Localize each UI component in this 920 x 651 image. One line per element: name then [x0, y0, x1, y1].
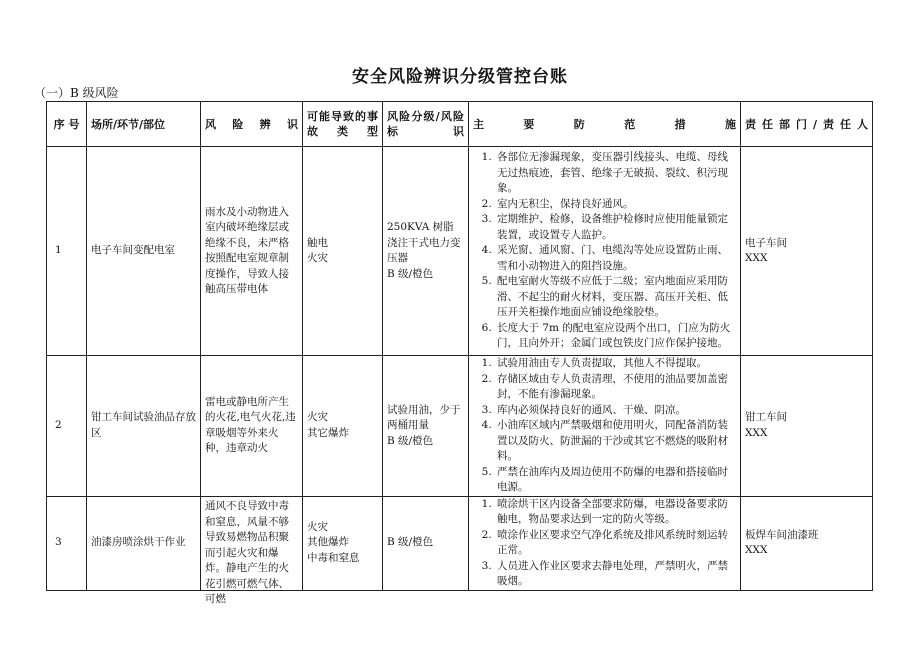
measure-item: 4. 采光窗、通风窗、门、电缆沟等处应设置防止雨、雪和小动物进入的阻挡设施。	[495, 243, 736, 274]
row-measures	[469, 356, 741, 497]
row-level: 250KVA 树脂浇注干式电力变压器 B 级/橙色	[383, 147, 469, 356]
table-row	[47, 496, 873, 590]
header-accident: 可能导致的事故类型	[303, 102, 383, 147]
table-header-row	[47, 102, 873, 147]
measure-item: 6. 长度大于 7m 的配电室应设两个出口，门应为防火门，且向外开；金属门或包铁皮门应作保护接地。	[495, 321, 736, 352]
row-risk-text: 通风不良导致中毒和窒息，风量不够导致易燃物品积聚而引起火灾和爆炸。静电产生的火花引燃可燃气体、可燃	[205, 500, 289, 605]
row-seq: 2	[47, 356, 87, 497]
row-seq: 3	[47, 496, 87, 590]
measure-item: 2. 室内无积尘，保持良好通风。	[495, 197, 736, 213]
measures-list	[473, 150, 736, 352]
page-title: 安全风险辨识分级管控台账	[352, 67, 568, 87]
row-responsibility: 电子车间 XXX	[741, 147, 873, 356]
measure-item: 4. 小油库区域内严禁吸烟和使用明火，同配备消防装置以及防火、防泄漏的干沙或其它不燃烧的吸附材料。	[495, 418, 736, 465]
section-subtitle: （一）B 级风险	[34, 86, 119, 100]
header-measures: 主 要 防 范 措 施	[469, 102, 741, 147]
row-accident: 火灾 其它爆炸	[303, 356, 383, 497]
measure-item: 1. 试验用油由专人负责提取，其他人不得提取。	[495, 356, 736, 372]
row-risk: 雨水及小动物进入室内破坏绝缘层或绝缘不良，未严格按照配电室规章制度操作，导致人接触高压带电体	[201, 147, 303, 356]
row-level: 试验用油，少于两桶用量 B 级/橙色	[383, 356, 469, 497]
measure-item: 3. 库内必须保持良好的通风、干燥、阴凉。	[495, 403, 736, 419]
row-risk	[201, 496, 303, 605]
measure-item: 2. 存储区域由专人负责清理，不使用的油品要加盖密封，不能有渗漏现象。	[495, 372, 736, 403]
measure-item: 1. 各部位无渗漏现象，变压器引线接头、电缆、母线无过热痕迹，套管、绝缘子无破损、裂纹、积污现象。	[495, 150, 736, 197]
measures-list	[473, 356, 736, 496]
row-measures	[469, 147, 741, 356]
row-place: 电子车间变配电室	[87, 147, 201, 356]
measure-item: 2. 喷涂作业区要求空气净化系统及排风系统时刻运转正常。	[495, 528, 736, 559]
row-responsibility: 板焊车间油漆班 XXX	[741, 496, 873, 590]
row-seq: 1	[47, 147, 87, 356]
measures-list	[473, 497, 736, 590]
row-place: 油漆房喷涂烘干作业	[87, 496, 201, 590]
measure-item: 3. 人员进入作业区要求去静电处理，严禁明火，严禁吸烟。	[495, 559, 736, 590]
header-place: 场所/环节/部位	[87, 102, 201, 147]
measure-item: 1. 喷涂烘干区内设备全部要求防爆，电器设备要求防触电，物品要求达到一定的防火等级。	[495, 497, 736, 528]
measure-item: 3. 定期维护、检修，设备维护检修时应使用能量锁定装置，或设置专人监护。	[495, 212, 736, 243]
row-accident: 触电 火灾	[303, 147, 383, 356]
header-seq: 序 号	[47, 102, 87, 147]
risk-ledger-table	[46, 101, 873, 605]
table-row	[47, 356, 873, 497]
table-row	[47, 147, 873, 356]
row-accident: 火灾 其他爆炸 中毒和窒息	[303, 496, 383, 590]
header-level: 风险分级/风险标识	[383, 102, 469, 147]
row-risk: 雷电或静电所产生的火花,电气火花,违章吸烟等外来火种，违章动火	[201, 356, 303, 497]
measure-item: 5. 配电室耐火等级不应低于二级；室内地面应采用防滑、不起尘的耐火材料，变压器、高压开关柜、低压开关柜操作地面应铺设绝缘胶垫。	[495, 274, 736, 321]
measure-item: 5. 严禁在油库内及周边使用不防爆的电器和搭接临时电源。	[495, 465, 736, 496]
row-level: B 级/橙色	[383, 496, 469, 590]
row-measures	[469, 496, 741, 590]
row-place: 钳工车间试验油品存放区	[87, 356, 201, 497]
row-responsibility: 钳工车间 XXX	[741, 356, 873, 497]
header-responsibility: 责任部门/责任人	[741, 102, 873, 147]
header-risk: 风 险 辨 识	[201, 102, 303, 147]
